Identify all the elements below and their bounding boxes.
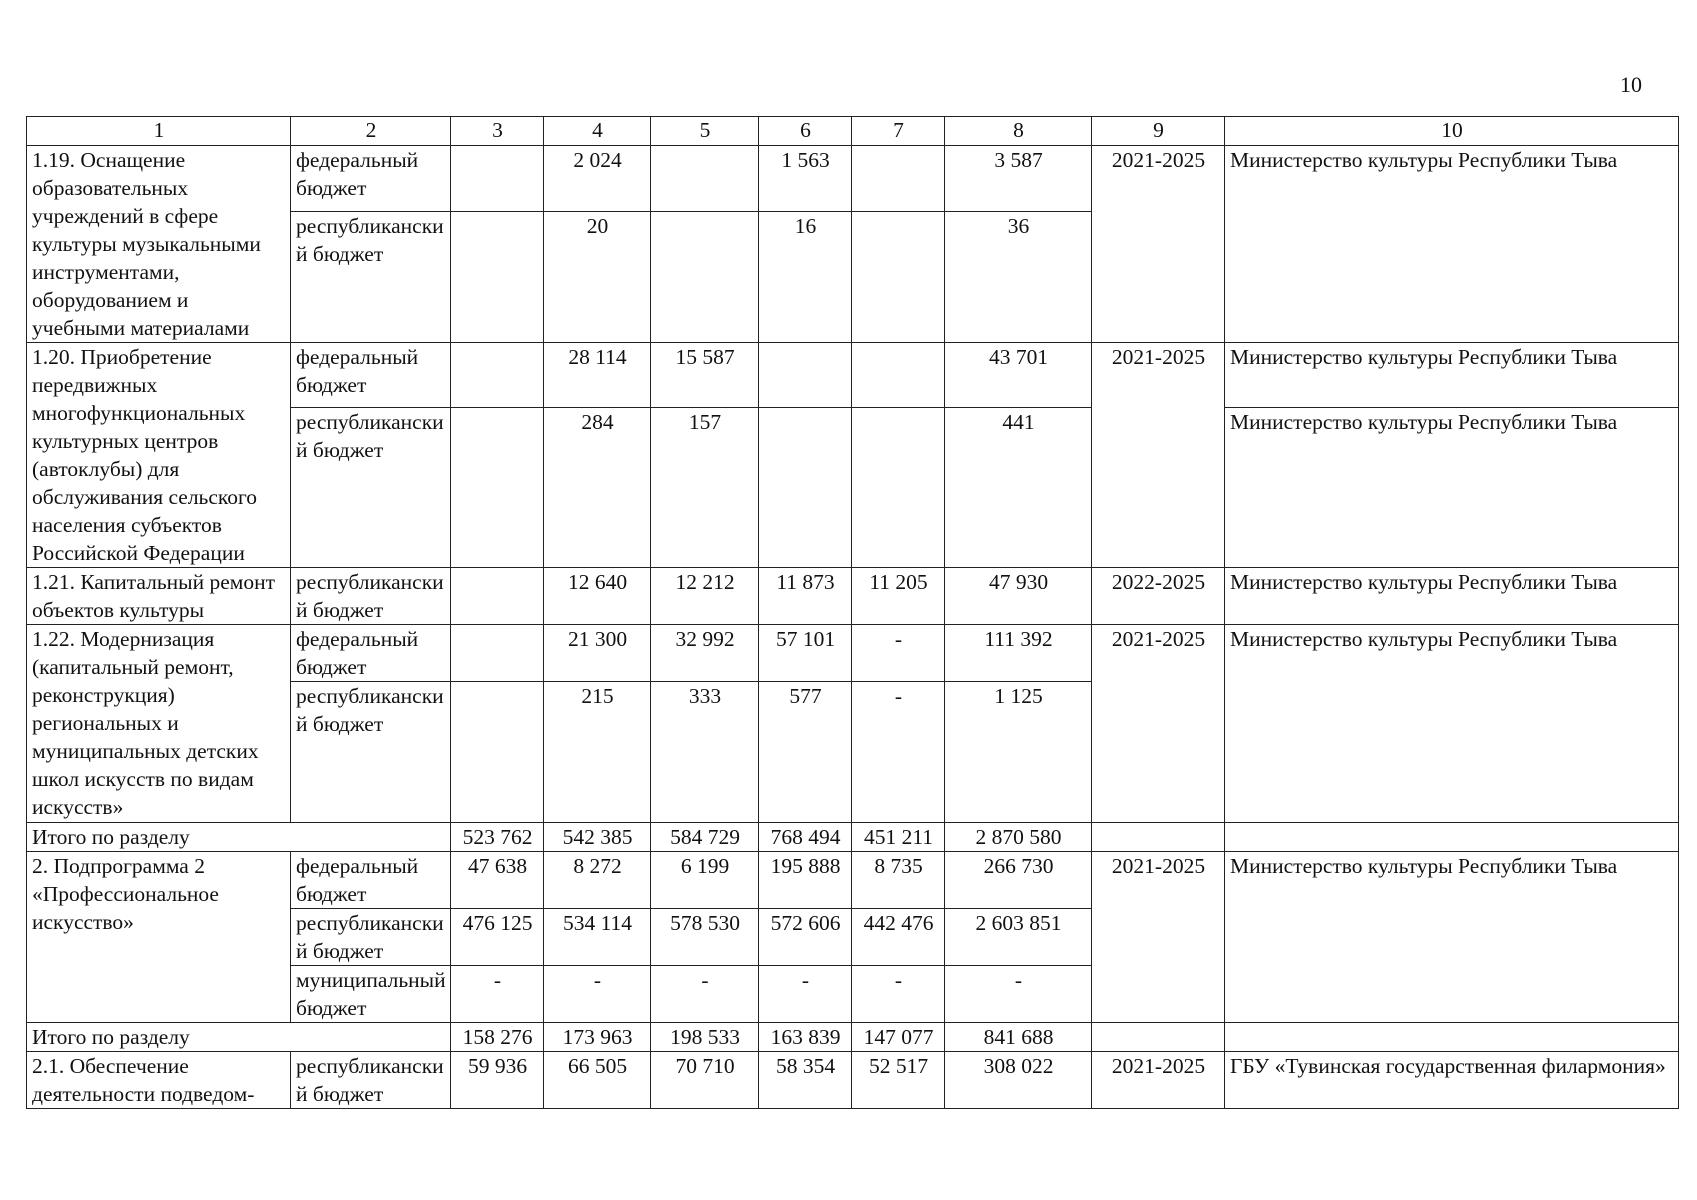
value-cell: 768 494 [759,823,852,852]
value-cell: 195 888 [759,852,852,909]
total-cell: 841 688 [945,1023,1092,1052]
value-cell: 534 114 [544,909,651,966]
value-cell: 158 276 [451,1023,544,1052]
table-row [27,568,1679,625]
value-cell: 11 873 [759,568,852,625]
funding-source: федеральный бюджет [291,343,451,408]
section-total-label: Итого по разделу [27,1023,451,1052]
funding-source: муниципальный бюджет [291,966,451,1023]
total-cell: 111 392 [945,625,1092,682]
value-cell: 16 [759,212,852,343]
period-cell: 2021-2025 [1092,625,1225,823]
value-cell: - [451,966,544,1023]
value-cell: 284 [544,407,651,567]
total-cell: 266 730 [945,852,1092,909]
value-cell: 157 [651,407,759,567]
value-cell: 20 [544,212,651,343]
value-cell: 163 839 [759,1023,852,1052]
header-cell: 3 [451,117,544,146]
executor-cell: Министерство культуры Республики Тыва [1225,146,1679,343]
activity-name: 1.19. Оснащение образовательных учреждений в сфере культуры музыкальными инструментами, оборудованием и учебными материалами [27,146,291,343]
header-cell: 7 [852,117,945,146]
period-cell: 2021-2025 [1092,1052,1225,1109]
total-cell: 2 603 851 [945,909,1092,966]
value-cell: 442 476 [852,909,945,966]
value-cell: 572 606 [759,909,852,966]
total-cell: - [945,966,1092,1023]
value-cell: - [544,966,651,1023]
activity-name: 1.20. Приобретение передвижных многофункциональных культурных центров (автоклубы) для обслуживания сельского населения субъектов Российской Федерации [27,343,291,568]
value-cell: 1 563 [759,146,852,212]
total-cell: 308 022 [945,1052,1092,1109]
table-row [27,146,1679,212]
activity-name: 1.22. Модернизация (капитальный ремонт, реконструкция) региональных и муниципальных детских школ искусств по видам искусств» [27,625,291,823]
value-cell [451,568,544,625]
value-cell: 21 300 [544,625,651,682]
period-cell: 2021-2025 [1092,852,1225,1023]
value-cell: 8 272 [544,852,651,909]
table-row [27,852,1679,909]
funding-source: республиканский бюджет [291,407,451,567]
value-cell: 542 385 [544,823,651,852]
value-cell: 70 710 [651,1052,759,1109]
total-cell: 43 701 [945,343,1092,408]
value-cell: 57 101 [759,625,852,682]
value-cell: 523 762 [451,823,544,852]
value-cell [451,407,544,567]
value-cell [852,146,945,212]
total-cell: 3 587 [945,146,1092,212]
value-cell [852,212,945,343]
value-cell [852,407,945,567]
value-cell: 577 [759,682,852,823]
value-cell: 578 530 [651,909,759,966]
value-cell: 333 [651,682,759,823]
section-total-row [27,823,1679,852]
funding-source: федеральный бюджет [291,146,451,212]
activity-name: 1.21. Капитальный ремонт объектов культуры [27,568,291,625]
value-cell: 173 963 [544,1023,651,1052]
executor-cell [1225,823,1679,852]
value-cell: 8 735 [852,852,945,909]
value-cell: 6 199 [651,852,759,909]
funding-source: республиканский бюджет [291,909,451,966]
value-cell [451,146,544,212]
executor-cell: Министерство культуры Республики Тыва [1225,625,1679,823]
program-table [26,116,1679,1109]
value-cell: - [852,625,945,682]
value-cell [451,682,544,823]
value-cell: 47 638 [451,852,544,909]
value-cell: 12 212 [651,568,759,625]
value-cell: - [759,966,852,1023]
value-cell: 2 024 [544,146,651,212]
value-cell: 52 517 [852,1052,945,1109]
period-cell: 2022-2025 [1092,568,1225,625]
period-cell: 2021-2025 [1092,146,1225,343]
value-cell: - [852,966,945,1023]
period-cell: 2021-2025 [1092,343,1225,568]
value-cell: 147 077 [852,1023,945,1052]
value-cell: 215 [544,682,651,823]
value-cell: 12 640 [544,568,651,625]
total-cell: 47 930 [945,568,1092,625]
value-cell: 451 211 [852,823,945,852]
executor-cell: Министерство культуры Республики Тыва [1225,407,1679,567]
header-cell: 8 [945,117,1092,146]
value-cell: 28 114 [544,343,651,408]
executor-cell: ГБУ «Тувинская государственная филармония» [1225,1052,1679,1109]
value-cell: 32 992 [651,625,759,682]
period-cell [1092,823,1225,852]
header-cell: 1 [27,117,291,146]
header-cell: 2 [291,117,451,146]
header-cell: 6 [759,117,852,146]
total-cell: 36 [945,212,1092,343]
total-cell: 2 870 580 [945,823,1092,852]
value-cell: - [852,682,945,823]
header-cell: 9 [1092,117,1225,146]
table-row [27,1052,1679,1109]
value-cell [852,343,945,408]
activity-name: 2. Подпрограмма 2 «Профессиональное искусство» [27,852,291,1023]
value-cell [451,625,544,682]
table-row [27,625,1679,682]
header-row [27,117,1679,146]
funding-source: федеральный бюджет [291,625,451,682]
header-cell: 4 [544,117,651,146]
executor-cell [1225,1023,1679,1052]
value-cell: 66 505 [544,1052,651,1109]
value-cell: 15 587 [651,343,759,408]
value-cell: 59 936 [451,1052,544,1109]
value-cell: 58 354 [759,1052,852,1109]
executor-cell: Министерство культуры Республики Тыва [1225,568,1679,625]
funding-source: республиканский бюджет [291,212,451,343]
section-total-row [27,1023,1679,1052]
header-cell: 5 [651,117,759,146]
value-cell: 476 125 [451,909,544,966]
table-row [27,343,1679,408]
value-cell [451,212,544,343]
funding-source: федеральный бюджет [291,852,451,909]
value-cell [759,343,852,408]
funding-source: республиканский бюджет [291,1052,451,1109]
value-cell [451,343,544,408]
period-cell [1092,1023,1225,1052]
executor-cell: Министерство культуры Республики Тыва [1225,852,1679,1023]
header-cell: 10 [1225,117,1679,146]
funding-source: республиканский бюджет [291,568,451,625]
value-cell [651,212,759,343]
value-cell: 11 205 [852,568,945,625]
value-cell: 584 729 [651,823,759,852]
value-cell: 198 533 [651,1023,759,1052]
funding-source: республиканский бюджет [291,682,451,823]
value-cell [651,146,759,212]
value-cell [759,407,852,567]
activity-name: 2.1. Обеспечение деятельности подведом- [27,1052,291,1109]
total-cell: 1 125 [945,682,1092,823]
page-number: 10 [1620,72,1642,97]
total-cell: 441 [945,407,1092,567]
executor-cell: Министерство культуры Республики Тыва [1225,343,1679,408]
value-cell: - [651,966,759,1023]
section-total-label: Итого по разделу [27,823,451,852]
